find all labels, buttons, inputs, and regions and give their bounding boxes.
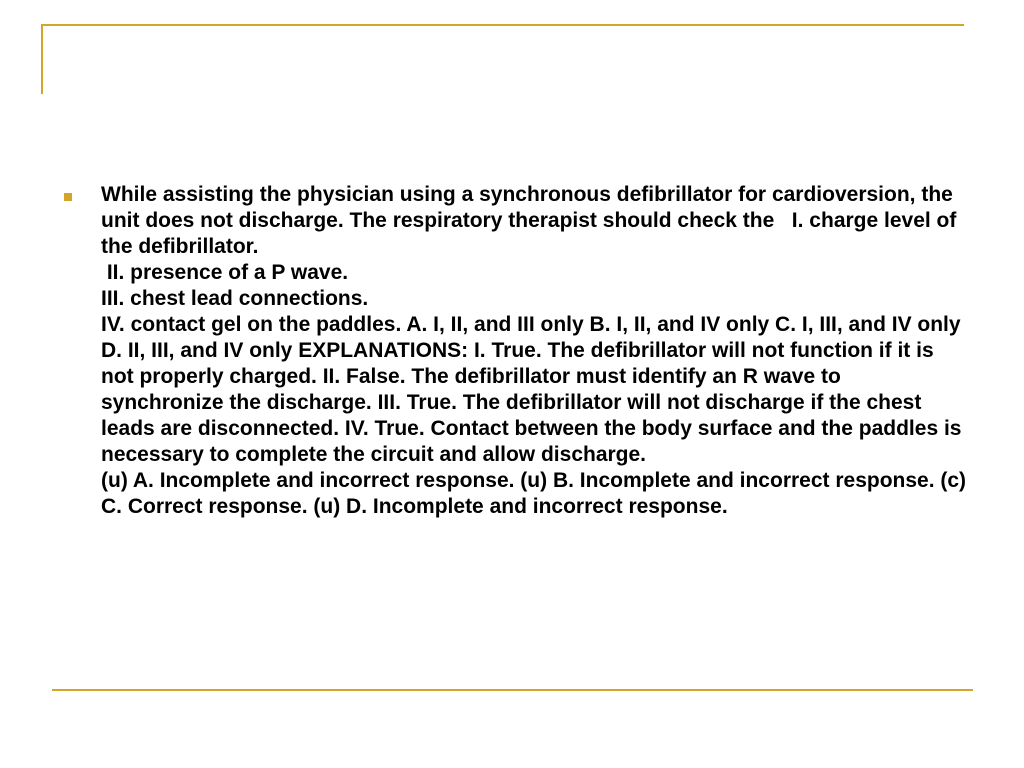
bottom-divider-line xyxy=(52,689,973,691)
square-bullet-icon xyxy=(64,193,72,201)
left-frame-line xyxy=(41,24,43,94)
bullet-item xyxy=(64,182,969,520)
top-frame-line xyxy=(41,24,964,26)
bullet-text: While assisting the physician using a synchronous defibrillator for cardioversion, the unit does not discharge. The respiratory therapist should check the I. charge level of the defibrillator. II. presence of a P wave. III. chest lead connections. IV. contact gel on the paddles. A. I, II, and III only B. I, II, and IV only C. I, III, and IV only D. II, III, and IV only EXPLANATIONS: I. True. The defibrillator will not function if it is not properly charged. II. False. The defibrillator must identify an R wave to synchronize the discharge. III. True. The defibrillator will not discharge if the chest leads are disconnected. IV. True. Contact between the body surface and the paddles is necessary to complete the circuit and allow discharge. (u) A. Incomplete and incorrect response. (u) B. Incomplete and incorrect response. (c) C. Correct response. (u) D. Incomplete and incorrect response. xyxy=(101,183,967,518)
slide-content xyxy=(64,182,969,520)
